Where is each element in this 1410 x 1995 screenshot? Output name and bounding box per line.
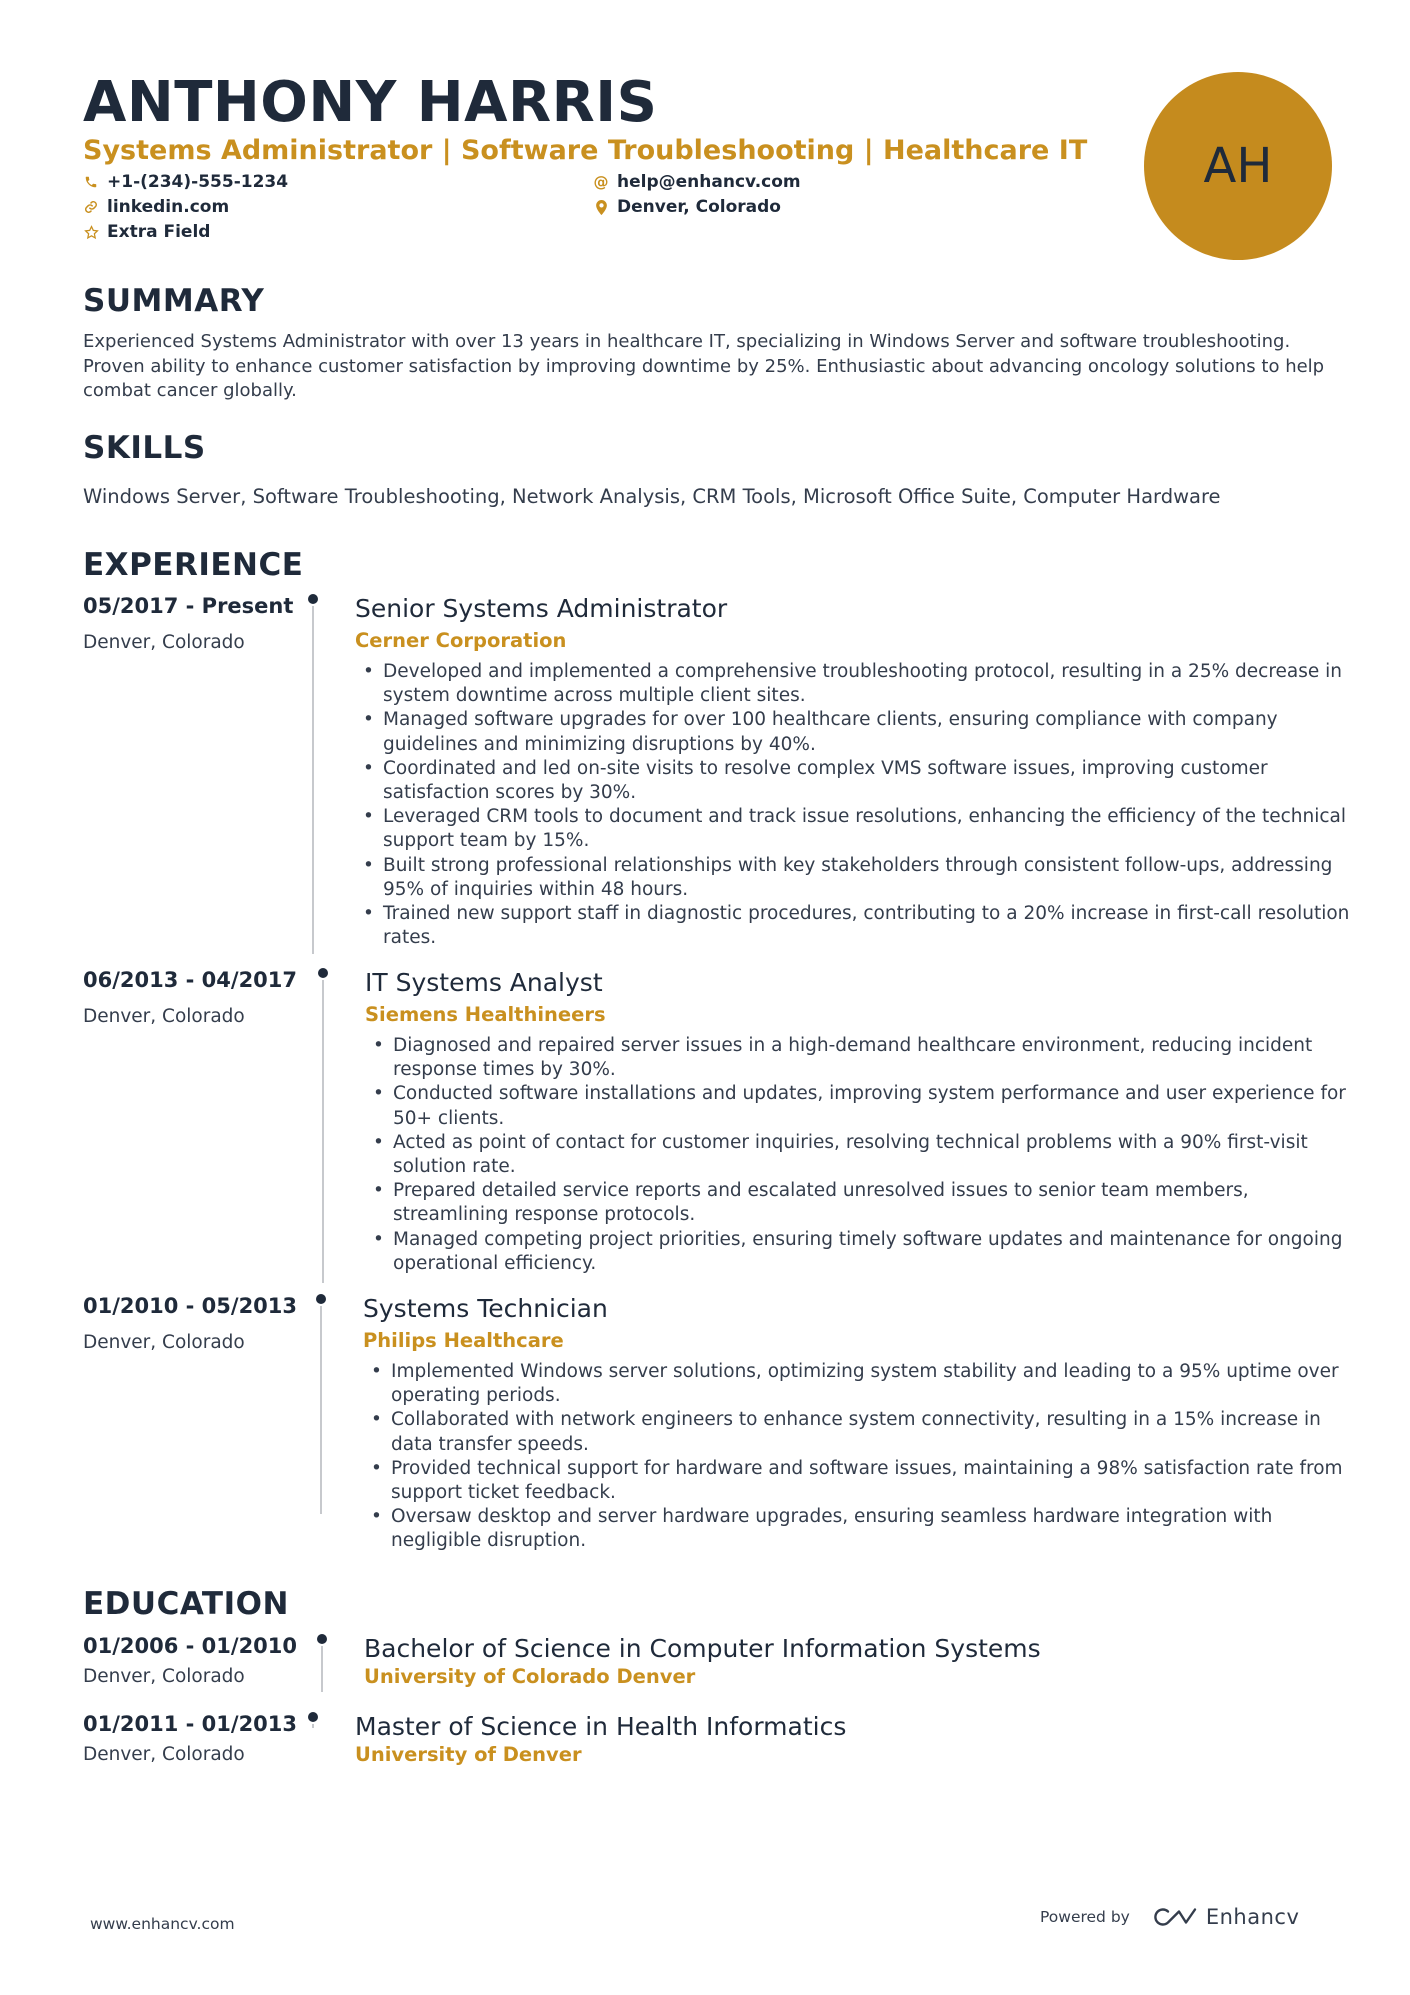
enhancv-logo-icon bbox=[1152, 1905, 1198, 1929]
education-heading: EDUCATION bbox=[83, 1586, 289, 1622]
location-pin-icon bbox=[593, 199, 609, 215]
bullet-item: • Conducted software installations and updates, improving system performance and user experience for 50+ clients. bbox=[365, 1082, 1355, 1130]
avatar bbox=[1144, 72, 1332, 260]
powered-by-text: Powered by bbox=[1040, 1908, 1130, 1926]
skills-heading: SKILLS bbox=[83, 430, 206, 466]
location-text: Denver, Colorado bbox=[617, 197, 781, 217]
entry-location: Denver, Colorado bbox=[83, 1666, 245, 1687]
timeline-line bbox=[322, 980, 324, 1283]
entry-body bbox=[365, 968, 1355, 1276]
experience-entry bbox=[83, 594, 1350, 959]
entry-location: Denver, Colorado bbox=[83, 1744, 245, 1765]
timeline-dot bbox=[308, 594, 318, 604]
experience-heading: EXPERIENCE bbox=[83, 547, 304, 583]
email-text: help@enhancv.com bbox=[617, 172, 801, 192]
contact-location bbox=[593, 197, 781, 217]
timeline-line bbox=[312, 1724, 314, 1728]
entry-location: Denver, Colorado bbox=[83, 1006, 245, 1027]
entry-bullets bbox=[365, 1034, 1355, 1276]
summary-heading: SUMMARY bbox=[83, 283, 265, 319]
entry-date: 01/2011 - 01/2013 bbox=[83, 1712, 298, 1736]
bullet-item: • Leveraged CRM tools to document and track issue resolutions, enhancing the efficiency of the technical support team by 15%. bbox=[355, 805, 1355, 853]
link-icon bbox=[83, 199, 99, 215]
phone-icon bbox=[83, 174, 99, 190]
timeline-dot bbox=[318, 968, 328, 978]
skills-text: Windows Server, Software Troubleshooting, Network Analysis, CRM Tools, Microsoft Office Suite, Computer Hardware bbox=[83, 485, 1221, 508]
timeline-line bbox=[321, 1646, 323, 1692]
summary-text: Experienced Systems Administrator with over 13 years in healthcare IT, specializing in Windows Server and software troubleshooting. Proven ability to enhance customer satisfaction by improving downtime by 25%. Enthusiastic about advancing oncology solutions to help combat cancer globally. bbox=[83, 331, 1325, 401]
entry-role: Senior Systems Administrator bbox=[355, 594, 728, 623]
bullet-item: • Trained new support staff in diagnostic procedures, contributing to a 20% increase in first-call resolution rates. bbox=[355, 902, 1355, 950]
bullet-item: • Prepared detailed service reports and escalated unresolved issues to senior team members, streamlining response protocols. bbox=[365, 1179, 1355, 1227]
contact-extra bbox=[83, 222, 210, 242]
education-school: University of Colorado Denver bbox=[364, 1665, 696, 1688]
bullet-item: • Collaborated with network engineers to enhance system connectivity, resulting in a 15% increase in data transfer speeds. bbox=[363, 1408, 1358, 1456]
entry-location: Denver, Colorado bbox=[83, 632, 245, 653]
contact-info bbox=[83, 172, 1043, 252]
education-school: University of Denver bbox=[355, 1743, 582, 1766]
contact-linkedin[interactable] bbox=[83, 197, 229, 217]
entry-bullets bbox=[363, 1360, 1358, 1554]
timeline-line bbox=[320, 1306, 322, 1514]
bullet-item: • Acted as point of contact for customer inquiries, resolving technical problems with a 90% first-visit solution rate. bbox=[365, 1131, 1355, 1179]
linkedin-text: linkedin.com bbox=[107, 197, 230, 217]
brand-name: Enhancv bbox=[1205, 1905, 1300, 1929]
timeline-dot bbox=[316, 1294, 326, 1304]
entry-bullets bbox=[355, 660, 1355, 950]
bullet-item: • Built strong professional relationships with key stakeholders through consistent follow-ups, addressing 95% of inquiries within 48 hours. bbox=[355, 854, 1355, 902]
entry-body bbox=[355, 594, 1355, 950]
candidate-name: ANTHONY HARRIS bbox=[83, 70, 658, 135]
entry-body bbox=[355, 1712, 1345, 1766]
headline: Systems Administrator | Software Troubleshooting | Healthcare IT bbox=[83, 135, 1088, 166]
entry-date: 05/2017 - Present bbox=[83, 594, 294, 618]
timeline-dot bbox=[308, 1712, 318, 1722]
entry-role: IT Systems Analyst bbox=[365, 968, 603, 997]
contact-phone[interactable] bbox=[83, 172, 288, 192]
footer-branding bbox=[1040, 1905, 1299, 1929]
entry-date: 01/2006 - 01/2010 bbox=[83, 1634, 298, 1658]
bullet-item: • Provided technical support for hardware and software issues, maintaining a 98% satisfaction rate from support ticket feedback. bbox=[363, 1457, 1358, 1505]
extra-field-text: Extra Field bbox=[107, 222, 211, 242]
bullet-item: • Implemented Windows server solutions, optimizing system stability and leading to a 95% uptime over operating periods. bbox=[363, 1360, 1358, 1408]
bullet-item: • Managed competing project priorities, ensuring timely software updates and maintenance for ongoing operational efficiency. bbox=[365, 1228, 1355, 1276]
experience-entry bbox=[83, 1294, 1343, 1564]
bullet-item: • Diagnosed and repaired server issues in a high-demand healthcare environment, reducing incident response times by 30%. bbox=[365, 1034, 1355, 1082]
avatar-initials: AH bbox=[1203, 138, 1273, 194]
footer-website-link[interactable]: www.enhancv.com bbox=[90, 1915, 235, 1933]
brand-logo[interactable] bbox=[1152, 1905, 1300, 1929]
entry-company: Philips Healthcare bbox=[363, 1329, 564, 1352]
timeline-line bbox=[312, 606, 314, 954]
at-icon: @ bbox=[593, 173, 609, 191]
star-icon bbox=[83, 224, 99, 240]
entry-body bbox=[363, 1294, 1358, 1554]
bullet-item: • Oversaw desktop and server hardware upgrades, ensuring seamless hardware integration with negligible disruption. bbox=[363, 1505, 1358, 1553]
phone-text: +1-(234)-555-1234 bbox=[107, 172, 289, 192]
education-degree: Bachelor of Science in Computer Information Systems bbox=[364, 1634, 1041, 1663]
education-entry bbox=[83, 1712, 1343, 1782]
contact-email[interactable] bbox=[593, 172, 801, 192]
entry-body bbox=[364, 1634, 1354, 1688]
entry-date: 01/2010 - 05/2013 bbox=[83, 1294, 298, 1318]
entry-company: Siemens Healthineers bbox=[365, 1003, 606, 1026]
education-degree: Master of Science in Health Informatics bbox=[355, 1712, 847, 1741]
entry-company: Cerner Corporation bbox=[355, 629, 567, 652]
bullet-item: • Coordinated and led on-site visits to resolve complex VMS software issues, improving customer satisfaction scores by 30%. bbox=[355, 757, 1355, 805]
experience-entry bbox=[83, 968, 1346, 1288]
timeline-dot bbox=[317, 1634, 327, 1644]
entry-date: 06/2013 - 04/2017 bbox=[83, 968, 298, 992]
entry-location: Denver, Colorado bbox=[83, 1332, 245, 1353]
bullet-item: • Developed and implemented a comprehensive troubleshooting protocol, resulting in a 25% decrease in system downtime across multiple client sites. bbox=[355, 660, 1355, 708]
education-entry bbox=[83, 1634, 1343, 1704]
entry-role: Systems Technician bbox=[363, 1294, 608, 1323]
bullet-item: • Managed software upgrades for over 100 healthcare clients, ensuring compliance with company guidelines and minimizing disruptions by 40%. bbox=[355, 708, 1355, 756]
